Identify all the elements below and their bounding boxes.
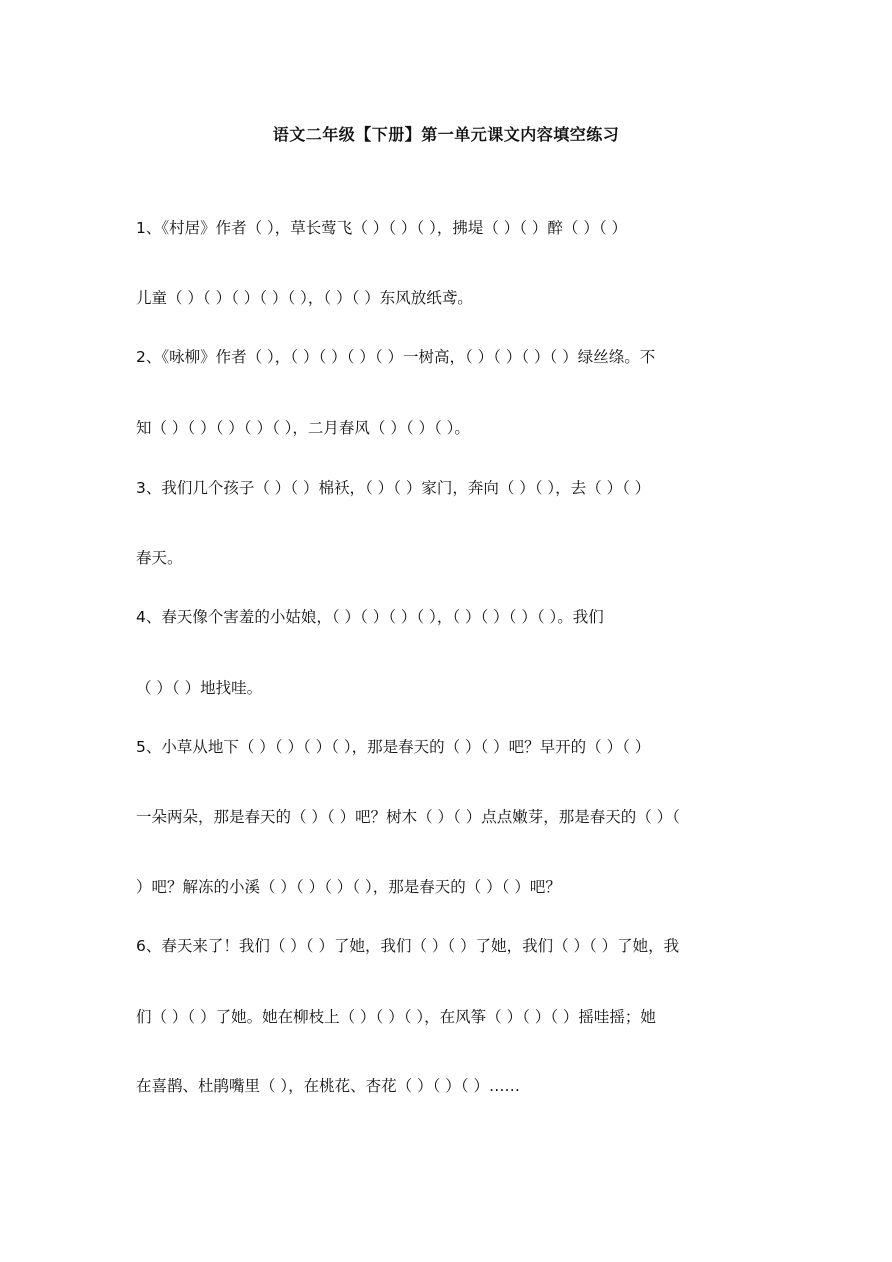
text-line-13: 们（ ）（ ）了她。她在柳枝上（ ）（ ）（ ），在风筝（ ）（ ）（ ）摇哇摇；她 [136, 1008, 656, 1026]
page-title: 语文二年级【下册】第一单元课文内容填空练习 [272, 125, 620, 144]
text-line-3: 2、《咏柳》作者（ ），（ ）（ ）（ ）（ ）一树高，（ ）（ ）（ ）（ ）绿丝绦。不 [136, 348, 656, 366]
text-line-4: 知（ ）（ ）（ ）（ ）（ ），二月春风（ ）（ ）（ ）。 [136, 419, 470, 437]
text-line-8: （ ）（ ）地找哇。 [136, 679, 263, 697]
text-line-1: 1、《村居》作者（ ），草长莺飞（ ）（ ）（ ），拂堤（ ）（ ）醉（ ）（ ） [136, 219, 628, 237]
text-line-7: 4、春天像个害羞的小姑娘，（ ）（ ）（ ）（ ），（ ）（ ）（ ）（ ）。我们 [136, 608, 604, 626]
text-line-6: 春天。 [136, 549, 183, 567]
text-line-12: 6、春天来了！我们（ ）（ ）了她，我们（ ）（ ）了她，我们（ ）（ ）了她，我 [136, 937, 680, 955]
text-line-5: 3、我们几个孩子（ ）（ ）棉袄，（ ）（ ）家门，奔向（ ）（ ），去（ ）（ ） [136, 479, 651, 497]
text-line-14: 在喜鹊、杜鹃嘴里（ ），在桃花、杏花（ ）（ ）（ ）…… [136, 1077, 520, 1095]
text-line-2: 儿童（ ）（ ）（ ）（ ）（ ），（ ）（ ）东风放纸鸢。 [136, 289, 473, 307]
text-line-11: ）吧？解冻的小溪（ ）（ ）（ ）（ ），那是春天的（ ）（ ）吧？ [136, 878, 561, 896]
text-line-9: 5、小草从地下（ ）（ ）（ ）（ ），那是春天的（ ）（ ）吧？早开的（ ）（ ） [136, 738, 651, 756]
text-line-10: 一朵两朵，那是春天的（ ）（ ）吧？树木（ ）（ ）点点嫩芽，那是春天的（ ）（ [136, 808, 680, 826]
